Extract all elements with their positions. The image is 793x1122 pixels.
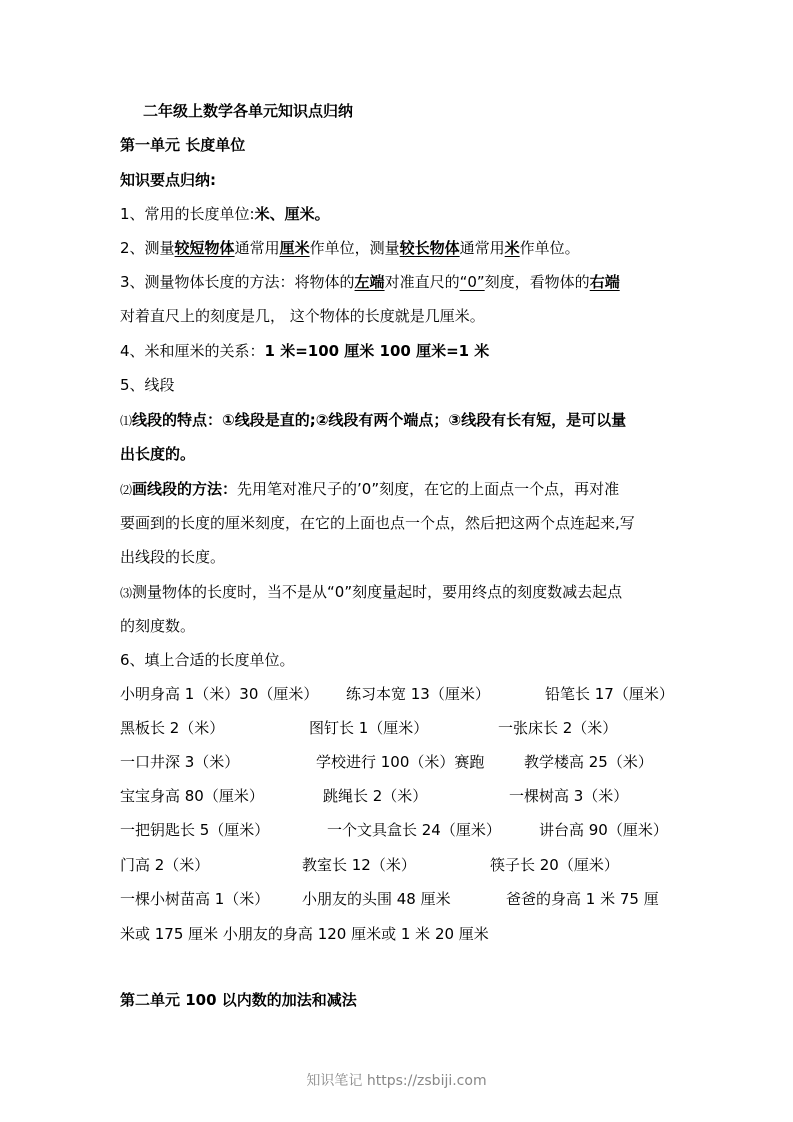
exercise-last-line: 米或 175 厘米 小朋友的身高 120 厘米或 1 米 20 厘米 — [120, 925, 489, 943]
exercise-item: 一个文具盒长 24（厘米） — [327, 821, 501, 839]
point-3-continued: 对着直尺上的刻度是几， 这个物体的长度就是几厘米。 — [120, 307, 485, 325]
point-2-m: 米 — [504, 239, 520, 257]
footer-watermark: 知识笔记 https://zsbiji.com — [306, 1073, 487, 1089]
point-1-units: 米、厘米。 — [254, 205, 330, 223]
point-3-part-a: 3、测量物体长度的方法：将物体的 — [120, 273, 355, 291]
exercise-item: 筷子长 20（厘米） — [490, 856, 619, 874]
point-1 — [120, 204, 330, 224]
point-5-2-text: 先用笔对准尺子的’0”刻度，在它的上面点一个点，再对准 — [237, 480, 620, 498]
point-5-2-line-2: 要画到的长度的厘米刻度，在它的上面也点一个点，然后把这两个点连起来,写 — [120, 514, 635, 532]
point-5-2-number: ⑵ — [120, 483, 133, 497]
exercise-item: 教室长 12（米） — [302, 856, 416, 874]
point-5-3-number: ⑶ — [120, 586, 133, 600]
exercise-item: 一把钥匙长 5（厘米） — [120, 821, 270, 839]
point-5-3-continued: 的刻度数。 — [120, 617, 196, 635]
point-3-left-end: 左端 — [354, 273, 385, 291]
unit1-heading: 第一单元 长度单位 — [120, 136, 246, 154]
point-5-3 — [120, 582, 622, 603]
exercise-item: 爸爸的身高 1 米 75 厘 — [506, 890, 659, 908]
summary-heading: 知识要点归纳: — [120, 171, 216, 189]
point-2-cm: 厘米 — [279, 239, 310, 257]
exercise-item: 一张床长 2（米） — [498, 719, 618, 737]
exercise-item: 练习本宽 13（厘米） — [346, 685, 490, 703]
exercise-item: 宝宝身高 80（厘米） — [120, 787, 264, 805]
exercise-item: 一棵小树苗高 1（米） — [120, 890, 270, 908]
point-5-1-continued: 出长度的。 — [120, 445, 196, 463]
point-2-part-i: 作单位。 — [519, 239, 580, 257]
point-2-part-g: 通常用 — [459, 239, 505, 257]
point-5-3-text: 测量物体的长度时，当不是从“0”刻度量起时，要用终点的刻度数减去起点 — [132, 583, 623, 601]
exercise-item: 黑板长 2（米） — [120, 719, 225, 737]
point-4-relation: 1 米=100 厘米 100 厘米=1 米 — [264, 342, 490, 360]
point-5-1 — [120, 410, 626, 431]
point-2-part-a: 2、测量 — [120, 239, 175, 257]
point-4 — [120, 341, 489, 361]
point-5-2-label: 画线段的方法： — [132, 480, 238, 498]
exercise-item: 跳绳长 2（米） — [323, 787, 428, 805]
point-2-part-e: 作单位，测量 — [309, 239, 400, 257]
point-2-long-object: 较长物体 — [399, 239, 460, 257]
point-3-part-c: 对准直尺的 — [384, 273, 460, 291]
point-5-2 — [120, 479, 619, 500]
exercise-item: 图钉长 1（厘米） — [309, 719, 429, 737]
exercise-item: 一口井深 3（米） — [120, 753, 240, 771]
unit2-heading: 第二单元 100 以内数的加法和减法 — [120, 991, 357, 1009]
point-4-text: 4、米和厘米的关系： — [120, 342, 265, 360]
point-5: 5、线段 — [120, 376, 175, 394]
point-3-right-end: 右端 — [589, 273, 620, 291]
exercise-item: 小明身高 1（米）30（厘米） — [120, 685, 319, 703]
exercise-item: 铅笔长 17（厘米） — [545, 685, 674, 703]
point-5-2-line-3: 出线段的长度。 — [120, 548, 226, 566]
point-2 — [120, 238, 580, 258]
exercise-item: 一棵树高 3（米） — [509, 787, 629, 805]
exercise-item: 讲台高 90（厘米） — [539, 821, 668, 839]
point-5-1-number: ⑴ — [120, 414, 133, 428]
point-6: 6、填上合适的长度单位。 — [120, 651, 295, 669]
exercise-item: 门高 2（米） — [120, 856, 210, 874]
exercise-item: 小朋友的头围 48 厘米 — [302, 890, 451, 908]
point-3-zero: “0” — [459, 273, 485, 291]
point-3-part-e: 刻度，看物体的 — [484, 273, 590, 291]
document-title: 二年级上数学各单元知识点归纳 — [143, 102, 354, 120]
exercise-item: 学校进行 100（米）赛跑 — [316, 753, 485, 771]
point-3 — [120, 272, 620, 292]
point-2-part-c: 通常用 — [234, 239, 280, 257]
point-1-text: 1、常用的长度单位: — [120, 205, 255, 223]
point-5-1-text: 线段的特点：①线段是直的;②线段有两个端点；③线段有长有短，是可以量 — [132, 411, 627, 429]
point-2-short-object: 较短物体 — [174, 239, 235, 257]
exercise-item: 教学楼高 25（米） — [524, 753, 653, 771]
